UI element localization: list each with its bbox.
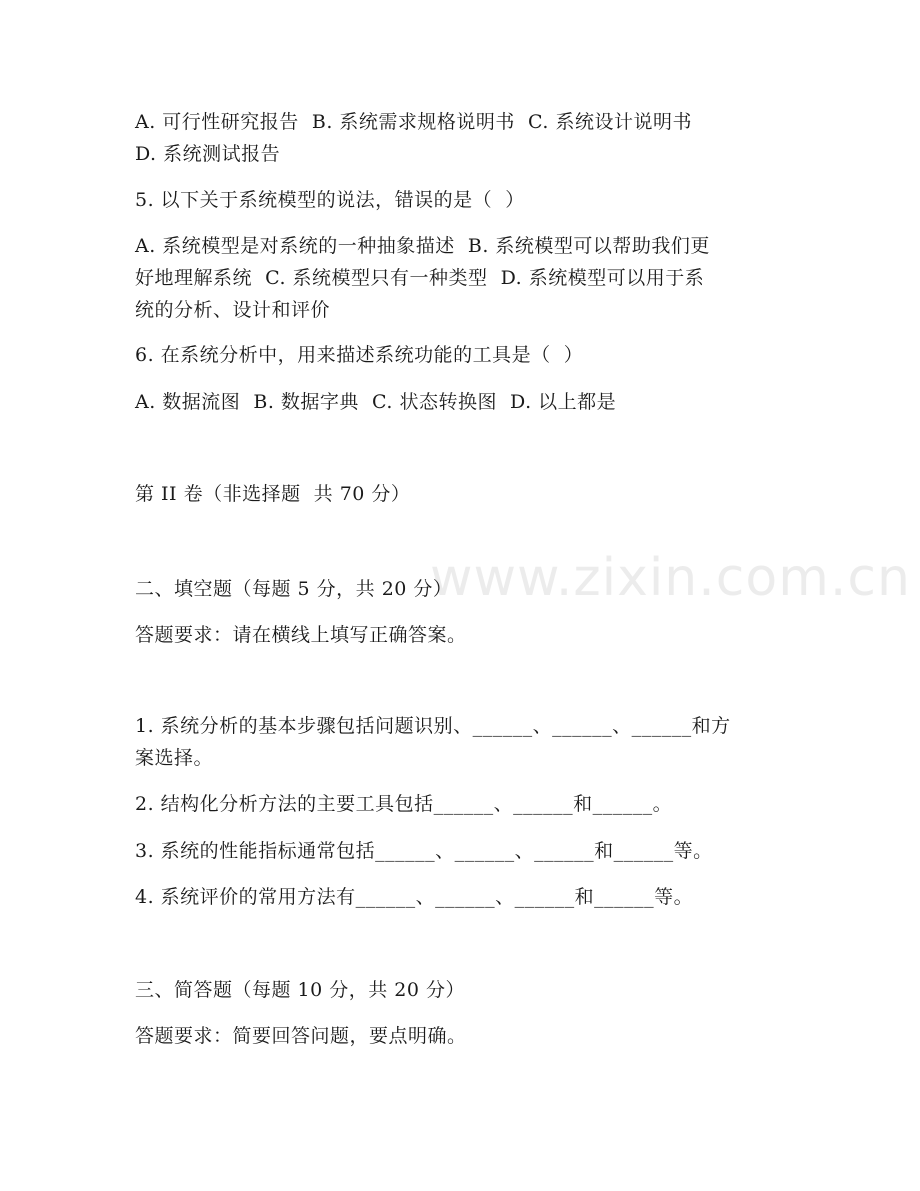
section-fill-blank-heading: 二、填空题（每题 5 分，共 20 分）: [135, 578, 453, 600]
fill-q1-line-2: 案选择。: [135, 747, 214, 769]
q6-options: A. 数据流图 B. 数据字典 C. 状态转换图 D. 以上都是: [135, 391, 617, 413]
q4-options-line-1: A. 可行性研究报告 B. 系统需求规格说明书 C. 系统设计说明书: [135, 111, 692, 133]
short-answer-instructions: 答题要求：简要回答问题，要点明确。: [135, 1025, 467, 1047]
q5-options-line-1: A. 系统模型是对系统的一种抽象描述 B. 系统模型可以帮助我们更: [135, 235, 710, 257]
part-two-heading: 第 II 卷（非选择题 共 70 分）: [135, 483, 411, 505]
fill-q3: 3. 系统的性能指标通常包括______、______、______和______等。: [135, 840, 713, 862]
q4-options-line-2: D. 系统测试报告: [135, 143, 281, 165]
fill-q4: 4. 系统评价的常用方法有______、______、______和______等。: [135, 886, 694, 908]
q5-options-line-2: 好地理解系统 C. 系统模型只有一种类型 D. 系统模型可以用于系: [135, 267, 705, 289]
fill-blank-instructions: 答题要求：请在横线上填写正确答案。: [135, 624, 467, 646]
fill-q1-line-1: 1. 系统分析的基本步骤包括问题识别、______、______、______和方: [135, 715, 731, 737]
section-short-answer-heading: 三、简答题（每题 10 分，共 20 分）: [135, 979, 466, 1001]
q5-options-line-3: 统的分析、设计和评价: [135, 299, 331, 321]
watermark: www.zixin.com.cn: [430, 548, 911, 608]
fill-q2: 2. 结构化分析方法的主要工具包括______、______和______。: [135, 793, 673, 815]
q5-question: 5. 以下关于系统模型的说法，错误的是（ ）: [135, 189, 525, 211]
q6-question: 6. 在系统分析中，用来描述系统功能的工具是（ ）: [135, 344, 584, 366]
